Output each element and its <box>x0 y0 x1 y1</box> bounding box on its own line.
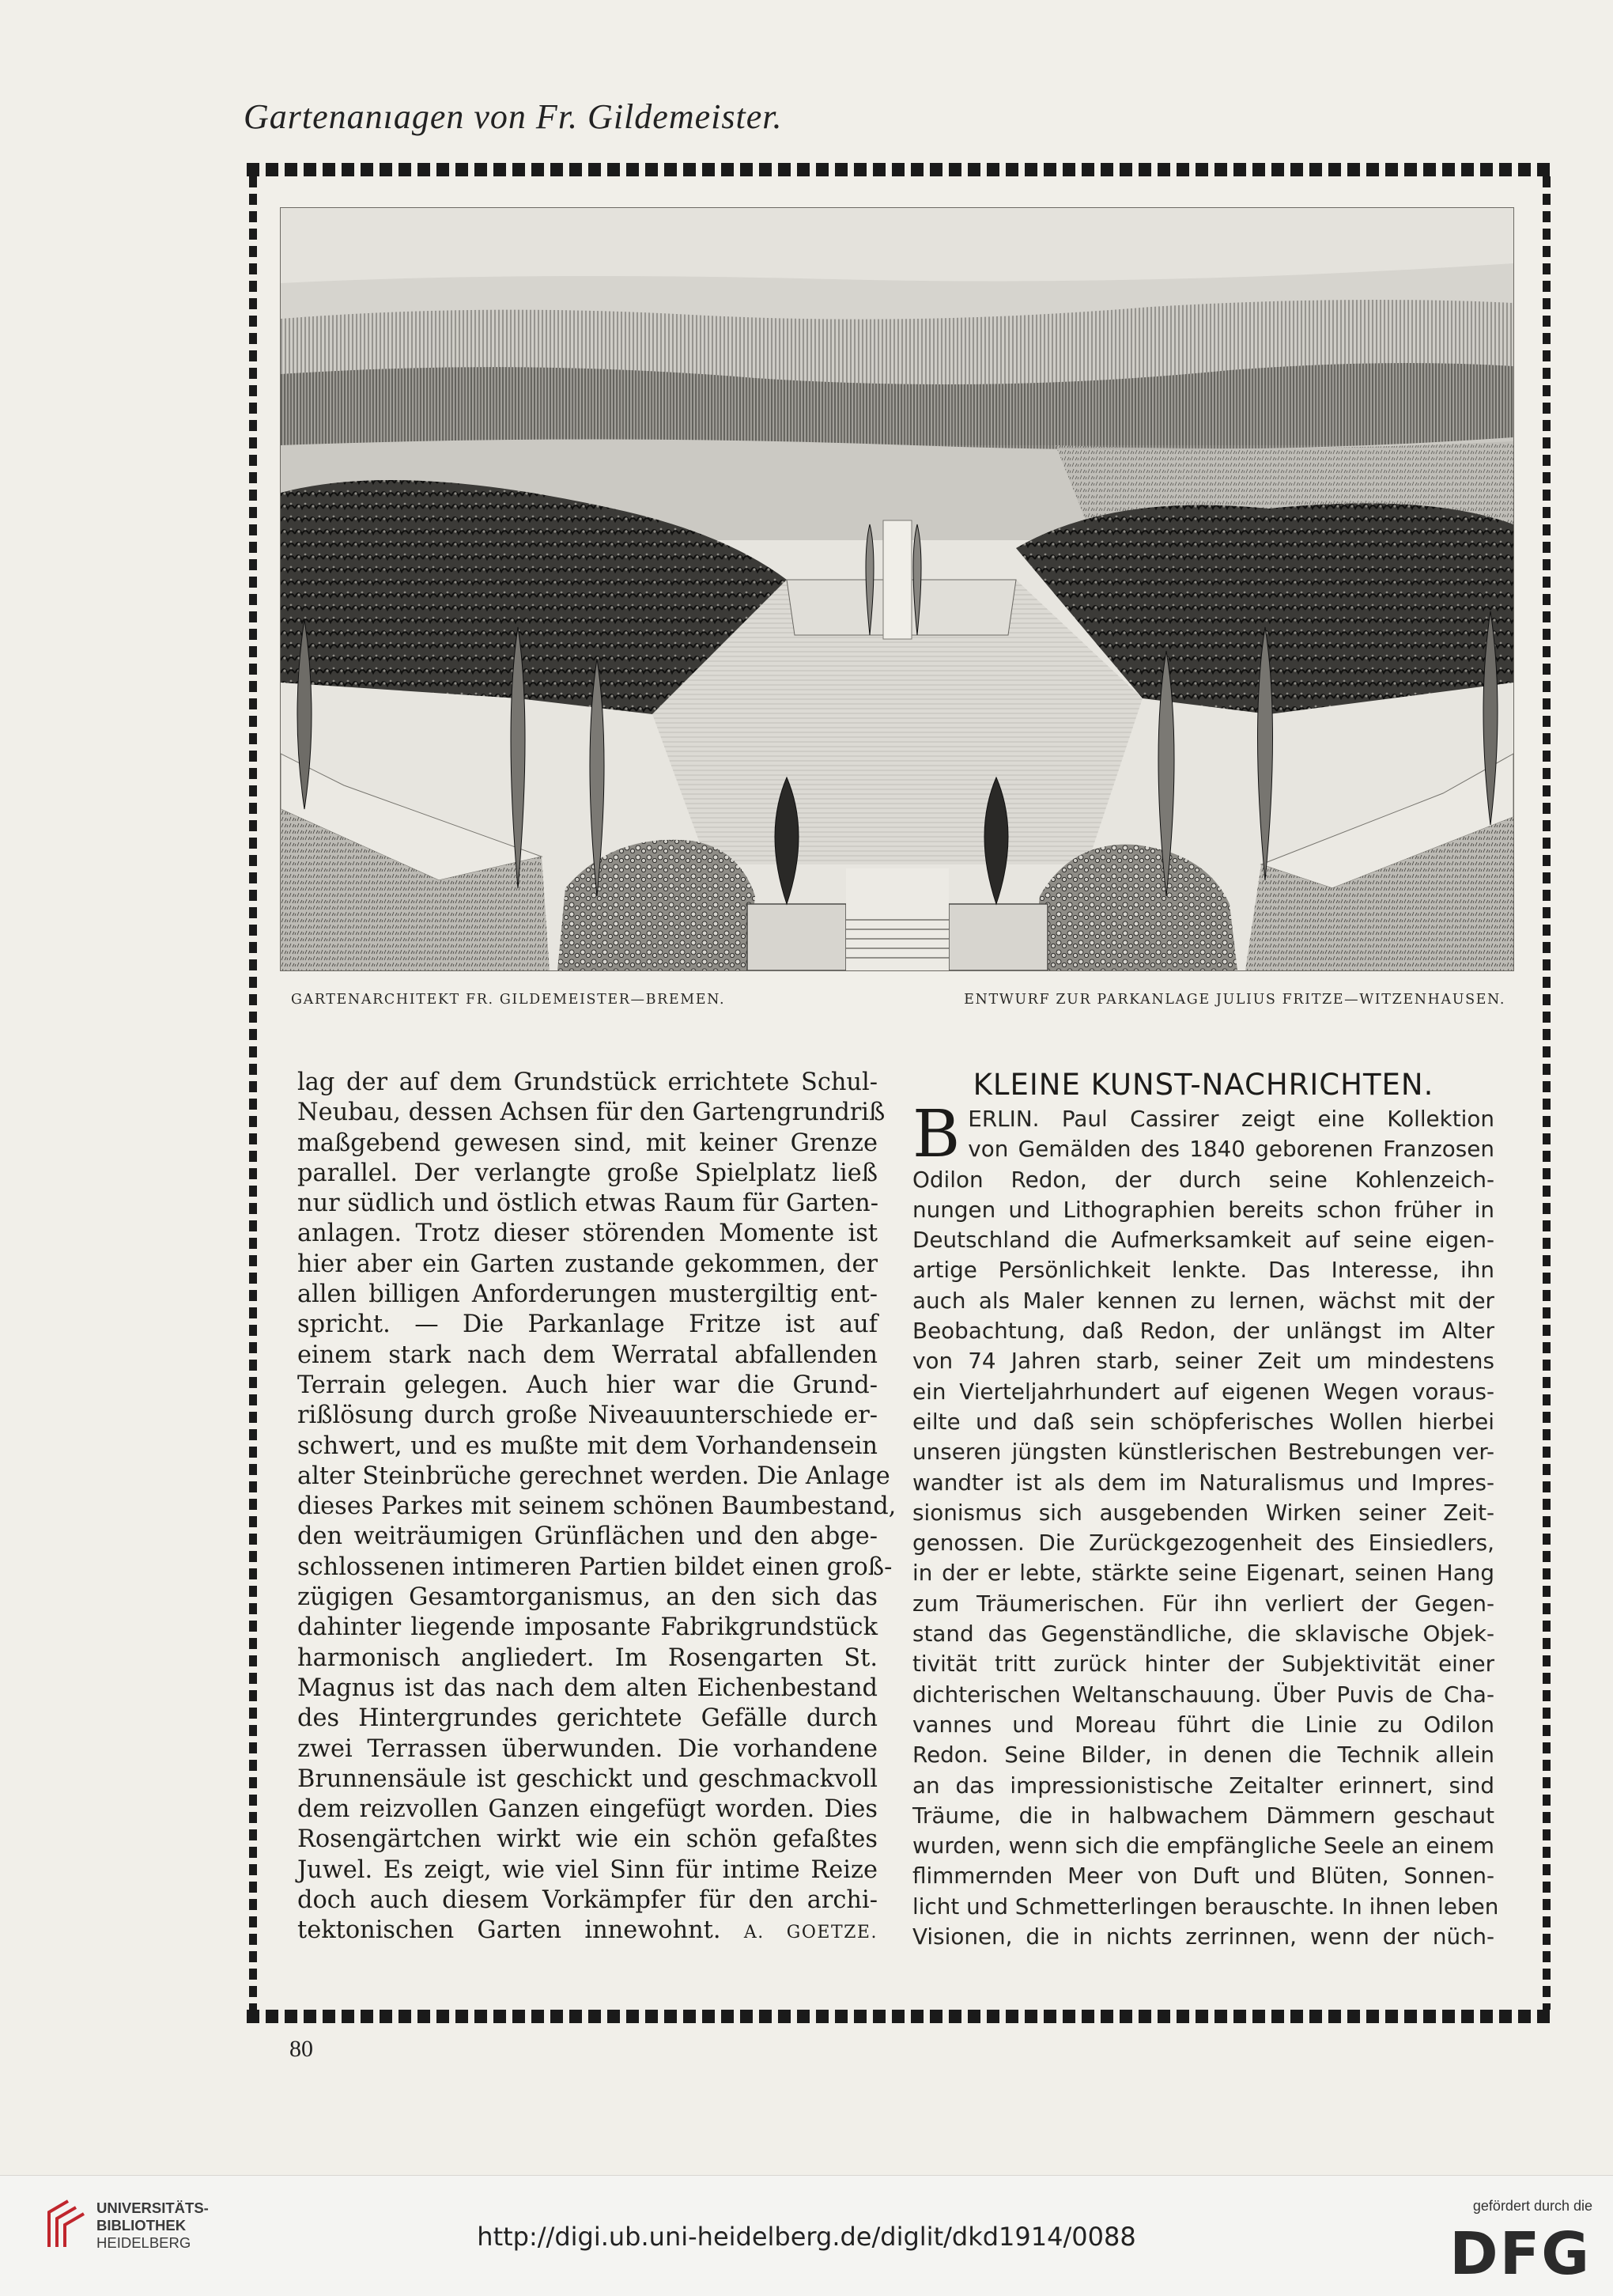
text-line: tivität tritt zurück hinter der Subjektivität einer <box>912 1651 1494 1678</box>
text-line: allen billigen Anforderungen mustergiltig ent- <box>297 1280 878 1309</box>
text-line: wandter ist als dem im Naturalismus und Impres- <box>912 1469 1494 1496</box>
text-line: wurden, wenn sich die empfängliche Seele an einem <box>912 1833 1494 1859</box>
library-name-line: BIBLIOTHEK <box>96 2217 187 2234</box>
text-line: Odilon Redon, der durch seine Kohlenzeich- <box>912 1166 1494 1193</box>
text-line: unseren jüngsten künstlerischen Bestrebungen ver- <box>912 1439 1494 1466</box>
text-line: einem stark nach dem Werratal abfallenden <box>297 1341 878 1369</box>
text-line-final <box>297 1916 878 1948</box>
text-line: schwert, und es mußte mit dem Vorhandensein <box>297 1432 878 1460</box>
text-line: in der er lebte, stärkte seine Eigenart, seinen Hang <box>912 1560 1494 1587</box>
frame-top-border <box>247 163 1553 176</box>
text-line: sionismus sich ausgebenden Wirken seiner Zeit- <box>912 1499 1494 1526</box>
text-line: stand das Gegenständliche, die sklavische Objek- <box>912 1621 1494 1647</box>
section-title: KLEINE KUNST-NACHRICHTEN. <box>973 1068 1434 1102</box>
text-line: Juwel. Es zeigt, wie viel Sinn für intime Reize <box>297 1855 878 1884</box>
text-line: rißlösung durch große Niveauunterschiede er- <box>297 1401 878 1430</box>
frame-bottom-border <box>247 2010 1553 2023</box>
text-line: Deutschland die Aufmerksamkeit auf seine eigen- <box>912 1227 1494 1254</box>
text-line: Beobachtung, daß Redon, der unlängst im Alter <box>912 1318 1494 1345</box>
text-line: von 74 Jahren starb, seiner Zeit um mindestens <box>912 1348 1494 1375</box>
text-line: ein Vierteljahrhundert auf eigenen Wegen voraus- <box>912 1378 1494 1405</box>
text-line: an das impressionistische Zeitalter erinnert, sind <box>912 1772 1494 1799</box>
funding-note: gefördert durch die <box>1472 2198 1592 2214</box>
text-line: dem reizvollen Ganzen eingefügt worden. Dies <box>297 1795 878 1824</box>
dfg-logo[interactable]: DFG <box>1449 2220 1591 2288</box>
text-line: Terrain gelegen. Auch hier war die Grund- <box>297 1371 878 1399</box>
text-line: hier aber ein Garten zustande gekommen, der <box>297 1250 878 1278</box>
text-line: parallel. Der verlangte große Spielplatz ließ <box>297 1159 878 1187</box>
text-line: nur südlich und östlich etwas Raum für Garten- <box>297 1190 879 1218</box>
frame-left-border <box>249 176 257 2010</box>
text-line: alter Steinbrüche gerechnet werden. Die Anlage <box>297 1462 890 1490</box>
text-line: dahinter liegende imposante Fabrikgrundstück <box>297 1613 878 1642</box>
permalink-url[interactable]: http://digi.ub.uni-heidelberg.de/diglit/dkd1914/0088 <box>477 2222 1136 2252</box>
text-line: schlossenen intimeren Partien bildet einen groß- <box>297 1553 893 1581</box>
text-line: artige Persönlichkeit lenkte. Das Interesse, ihn <box>912 1257 1494 1284</box>
text-line: dieses Parkes mit seinem schönen Baumbestand, <box>297 1492 897 1521</box>
text-line: ERLIN. Paul Cassirer zeigt eine Kollektion <box>968 1106 1494 1132</box>
text-line: licht und Schmetterlingen berauschte. In ihnen leben <box>912 1893 1499 1920</box>
library-name-line: UNIVERSITÄTS- <box>96 2200 209 2216</box>
caption-design-title: ENTWURF ZUR PARKANLAGE JULIUS FRITZE—WITZENHAUSEN. <box>964 992 1505 1008</box>
running-head: Gartenanıagen von Fr. Gildemeister. <box>244 97 783 136</box>
article-text-left-column <box>297 1068 897 1949</box>
news-text-right-column <box>912 1097 1499 1952</box>
text-line: doch auch diesem Vorkämpfer für den archi- <box>297 1886 878 1915</box>
page-number: 80 <box>289 2036 313 2062</box>
text-line: harmonisch angliedert. Im Rosengarten St. <box>297 1644 878 1672</box>
text-line: Magnus ist das nach dem alten Eichenbestand <box>297 1674 878 1702</box>
digitization-footer <box>0 2175 1613 2296</box>
text-line: auch als Maler kennen zu lernen, wächst mit der <box>912 1287 1494 1314</box>
text-line: nungen und Lithographien bereits schon früher in <box>912 1196 1494 1223</box>
text-line: genossen. Die Zurückgezogenheit des Einsiedlers, <box>912 1530 1494 1557</box>
text-line: Redon. Seine Bilder, in denen die Technik allein <box>912 1742 1494 1768</box>
text-line: zum Träumerischen. Für ihn verliert der Gegen- <box>912 1590 1494 1617</box>
text-line: des Hintergrundes gerichtete Gefälle durch <box>297 1704 878 1733</box>
text-line: spricht. — Die Parkanlage Fritze ist auf <box>297 1311 878 1339</box>
text-line: zwei Terrassen überwunden. Die vorhandene <box>297 1734 878 1763</box>
caption-architect: GARTENARCHITEKT FR. GILDEMEISTER—BREMEN. <box>291 992 726 1008</box>
frame-right-border <box>1543 176 1551 2010</box>
text-line: maßgebend gewesen sind, mit keiner Grenze <box>297 1129 878 1157</box>
text-line: Rosengärtchen wirkt wie ein schön gefaßtes <box>297 1825 878 1854</box>
text-line: dichterischen Weltanschauung. Über Puvis de Cha- <box>912 1681 1494 1708</box>
text-line: vannes und Moreau führt die Linie zu Odilon <box>912 1711 1494 1738</box>
text-line: Brunnensäule ist geschickt und geschmackvoll <box>297 1765 878 1793</box>
text-line: eilte und daß sein schöpferisches Wollen hierbei <box>912 1408 1494 1435</box>
text-line-final-text: tektonischen Garten innewohnt. <box>297 1916 721 1945</box>
text-line: Visionen, die in nichts zerrinnen, wenn der nüch- <box>912 1923 1494 1950</box>
text-line: flimmernden Meer von Duft und Blüten, Sonnen- <box>912 1863 1494 1889</box>
park-illustration <box>280 207 1514 971</box>
library-name-line: HEIDELBERG <box>96 2234 191 2251</box>
text-line: Neubau, dessen Achsen für den Gartengrundriß <box>297 1099 886 1127</box>
text-line: lag der auf dem Grundstück errichtete Schul- <box>297 1069 878 1096</box>
text-line: anlagen. Trotz dieser störenden Momente ist <box>297 1220 878 1248</box>
park-landscape-drawing <box>281 208 1513 970</box>
text-line: von Gemälden des 1840 geborenen Franzosen <box>968 1136 1494 1163</box>
drop-cap: B <box>912 1097 961 1172</box>
text-line: Träume, die in halbwachem Dämmern geschaut <box>912 1802 1494 1829</box>
text-line: zügigen Gesamtorganismus, an den sich das <box>297 1583 878 1612</box>
text-line: den weiträumigen Grünflächen und den abge- <box>297 1522 878 1551</box>
article-author: A. GOETZE. <box>743 1923 878 1943</box>
